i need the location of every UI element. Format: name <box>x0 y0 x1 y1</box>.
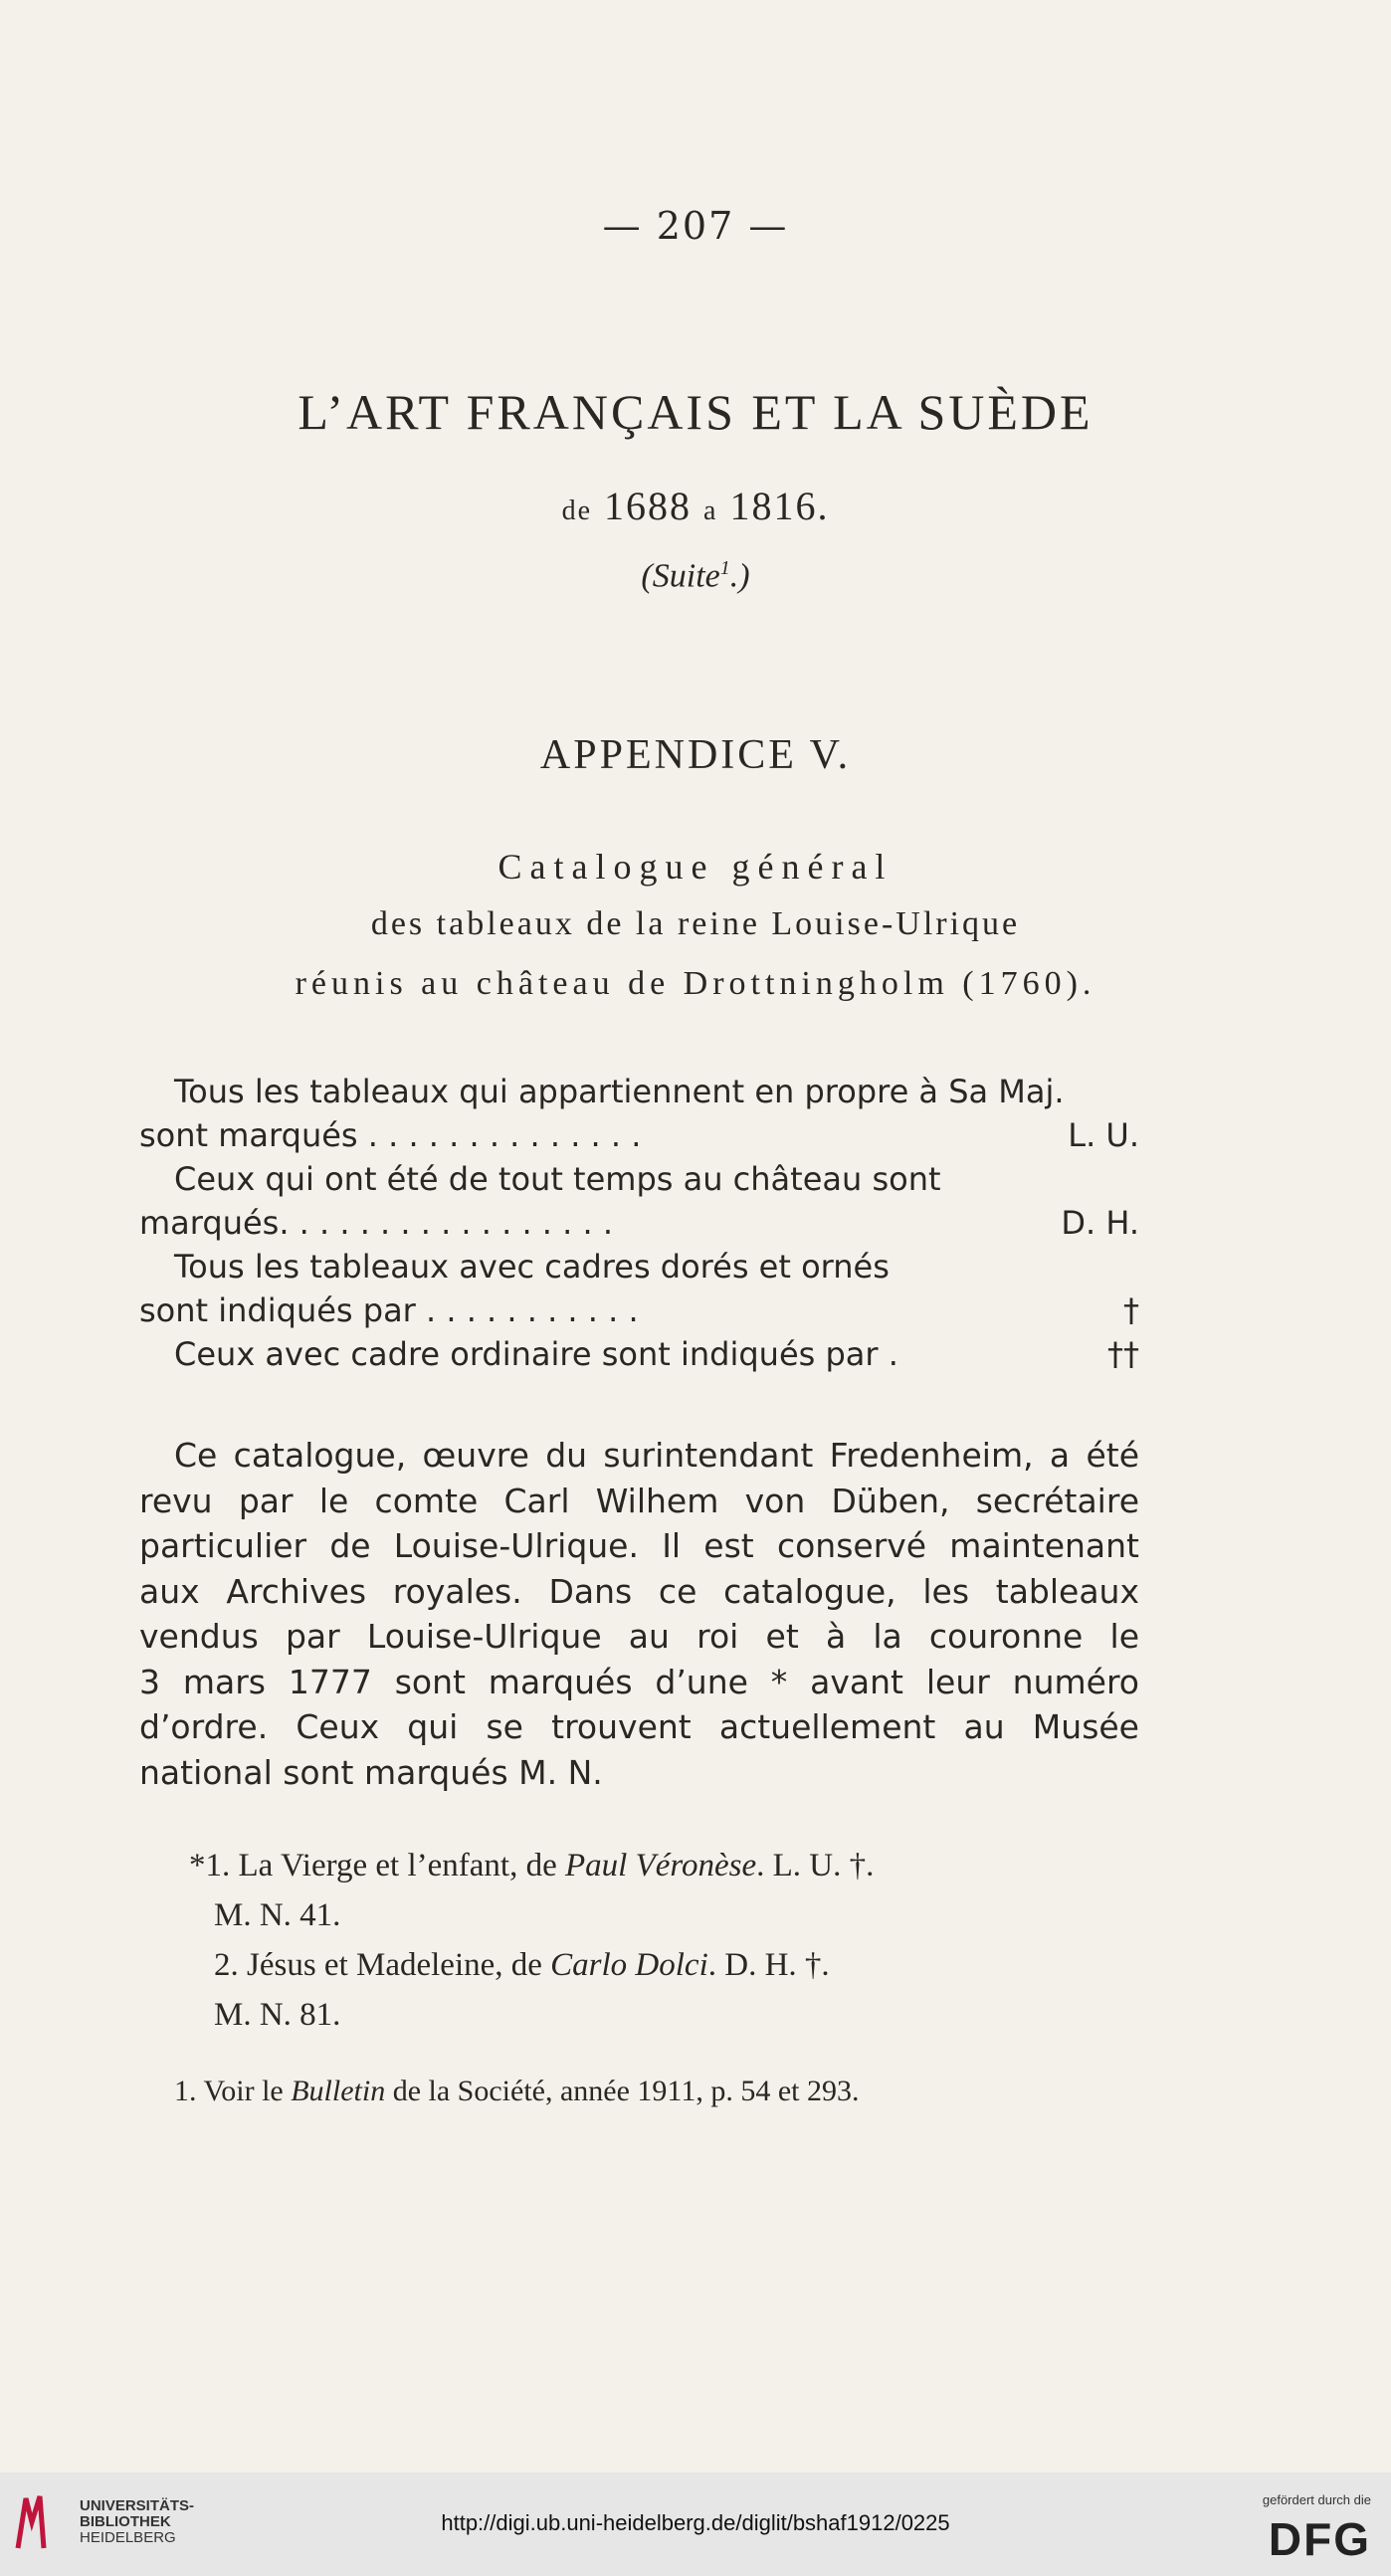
digitization-footer <box>0 2473 1391 2576</box>
entry-text: 2. Jésus et Madeleine, de <box>214 1947 542 1983</box>
footnote <box>174 2075 859 2108</box>
footnote-prefix: 1. Voir le <box>174 2075 284 2107</box>
suite-word: (Suite <box>641 557 720 595</box>
catalogue-subheading-1: des tableaux de la reine Louise-Ulrique <box>370 905 1021 942</box>
catalogue-subheading-2: réunis au château de Drottningholm (1760). <box>295 965 1096 1002</box>
dates-a: a <box>703 495 718 526</box>
legend-line: Tous les tableaux avec cadres dorés et ornés <box>174 1248 890 1286</box>
legend-text: Ceux avec cadre ordinaire sont indiqués par . <box>174 1335 898 1373</box>
funding-note: gefördert durch die <box>1262 2492 1371 2507</box>
legend-code-dagger: † <box>1123 1291 1139 1329</box>
dates-de: de <box>561 495 592 526</box>
legend-code-double-dagger: †† <box>1107 1335 1139 1373</box>
footnote-title: Bulletin <box>291 2075 386 2107</box>
entry-museum-number: M. N. 81. <box>214 1997 341 2033</box>
legend-line <box>139 1288 1139 1332</box>
legend-line: Tous les tableaux qui appartiennent en propre à Sa Maj. <box>174 1073 1065 1110</box>
entry-artist: Carlo Dolci <box>550 1947 708 1983</box>
paragraph-line: vendus par Louise-Ulrique au roi et à la couronne le <box>139 1617 1139 1656</box>
entry-artist: Paul Véronèse <box>565 1848 757 1883</box>
legend-line <box>139 1201 1139 1245</box>
paragraph-line: 3 mars 1777 sont marqués d’une * avant leur numéro <box>139 1662 1139 1701</box>
entry-suffix: . L. U. †. <box>756 1848 875 1883</box>
legend-text: marqués. . . . . . . . . . . . . . . . . <box>139 1204 613 1242</box>
legend-text: sont indiqués par . . . . . . . . . . . <box>139 1291 639 1329</box>
suite-footnote-ref: 1 <box>719 557 730 579</box>
legend-line <box>139 1113 1139 1157</box>
catalogue-entries <box>139 1841 1139 2040</box>
paragraph-line: aux Archives royales. Dans ce catalogue, les tableaux <box>139 1571 1139 1611</box>
suite-close: .) <box>729 557 750 595</box>
catalogue-entry <box>139 1841 1139 1890</box>
dfg-logo: DFG <box>1268 2513 1371 2565</box>
paragraph-line: revu par le comte Carl Wilhem von Düben, secrétaire <box>139 1481 1139 1520</box>
legend-text: sont marqués . . . . . . . . . . . . . . <box>139 1116 642 1154</box>
source-url-link[interactable]: http://digi.ub.uni-heidelberg.de/diglit/bshaf1912/0225 <box>441 2510 950 2535</box>
legend-code-dh: D. H. <box>1061 1204 1139 1242</box>
entry-text: *1. La Vierge et l’enfant, de <box>189 1848 557 1883</box>
legend-line <box>139 1332 1139 1376</box>
paragraph-line: Ce catalogue, œuvre du surintendant Fredenheim, a été <box>174 1436 1139 1475</box>
legend-block <box>139 1070 1139 1376</box>
institution-line: HEIDELBERG <box>80 2529 176 2546</box>
appendix-heading: APPENDICE V. <box>539 732 852 778</box>
catalogue-heading: Catalogue général <box>497 847 894 887</box>
article-title: L’ART FRANÇAIS ET LA SUÈDE <box>298 384 1093 440</box>
dates-from: 1688 <box>604 484 692 528</box>
paragraph-line: particulier de Louise-Ulrique. Il est conservé maintenant <box>139 1526 1139 1565</box>
legend-line: Ceux qui ont été de tout temps au château sont <box>174 1160 941 1198</box>
institution-line: UNIVERSITÄTS- <box>80 2497 195 2514</box>
institution-line: BIBLIOTHEK <box>80 2513 171 2530</box>
intro-paragraph <box>139 1433 1139 1795</box>
legend-code-lu: L. U. <box>1068 1116 1139 1154</box>
entry-suffix: . D. H. †. <box>707 1947 830 1983</box>
paragraph-line: d’ordre. Ceux qui se trouvent actuellement au Musée <box>139 1707 1139 1746</box>
suite-note <box>0 557 1391 595</box>
dates-to: 1816. <box>729 484 830 528</box>
article-subtitle-dates <box>0 483 1391 529</box>
catalogue-entry <box>139 1940 1139 1990</box>
footnote-suffix: de la Société, année 1911, p. 54 et 293. <box>392 2075 860 2107</box>
page-number: — 207 — <box>602 204 789 248</box>
entry-museum-number: M. N. 41. <box>214 1897 341 1933</box>
paragraph-line: national sont marqués M. N. <box>139 1752 603 1792</box>
